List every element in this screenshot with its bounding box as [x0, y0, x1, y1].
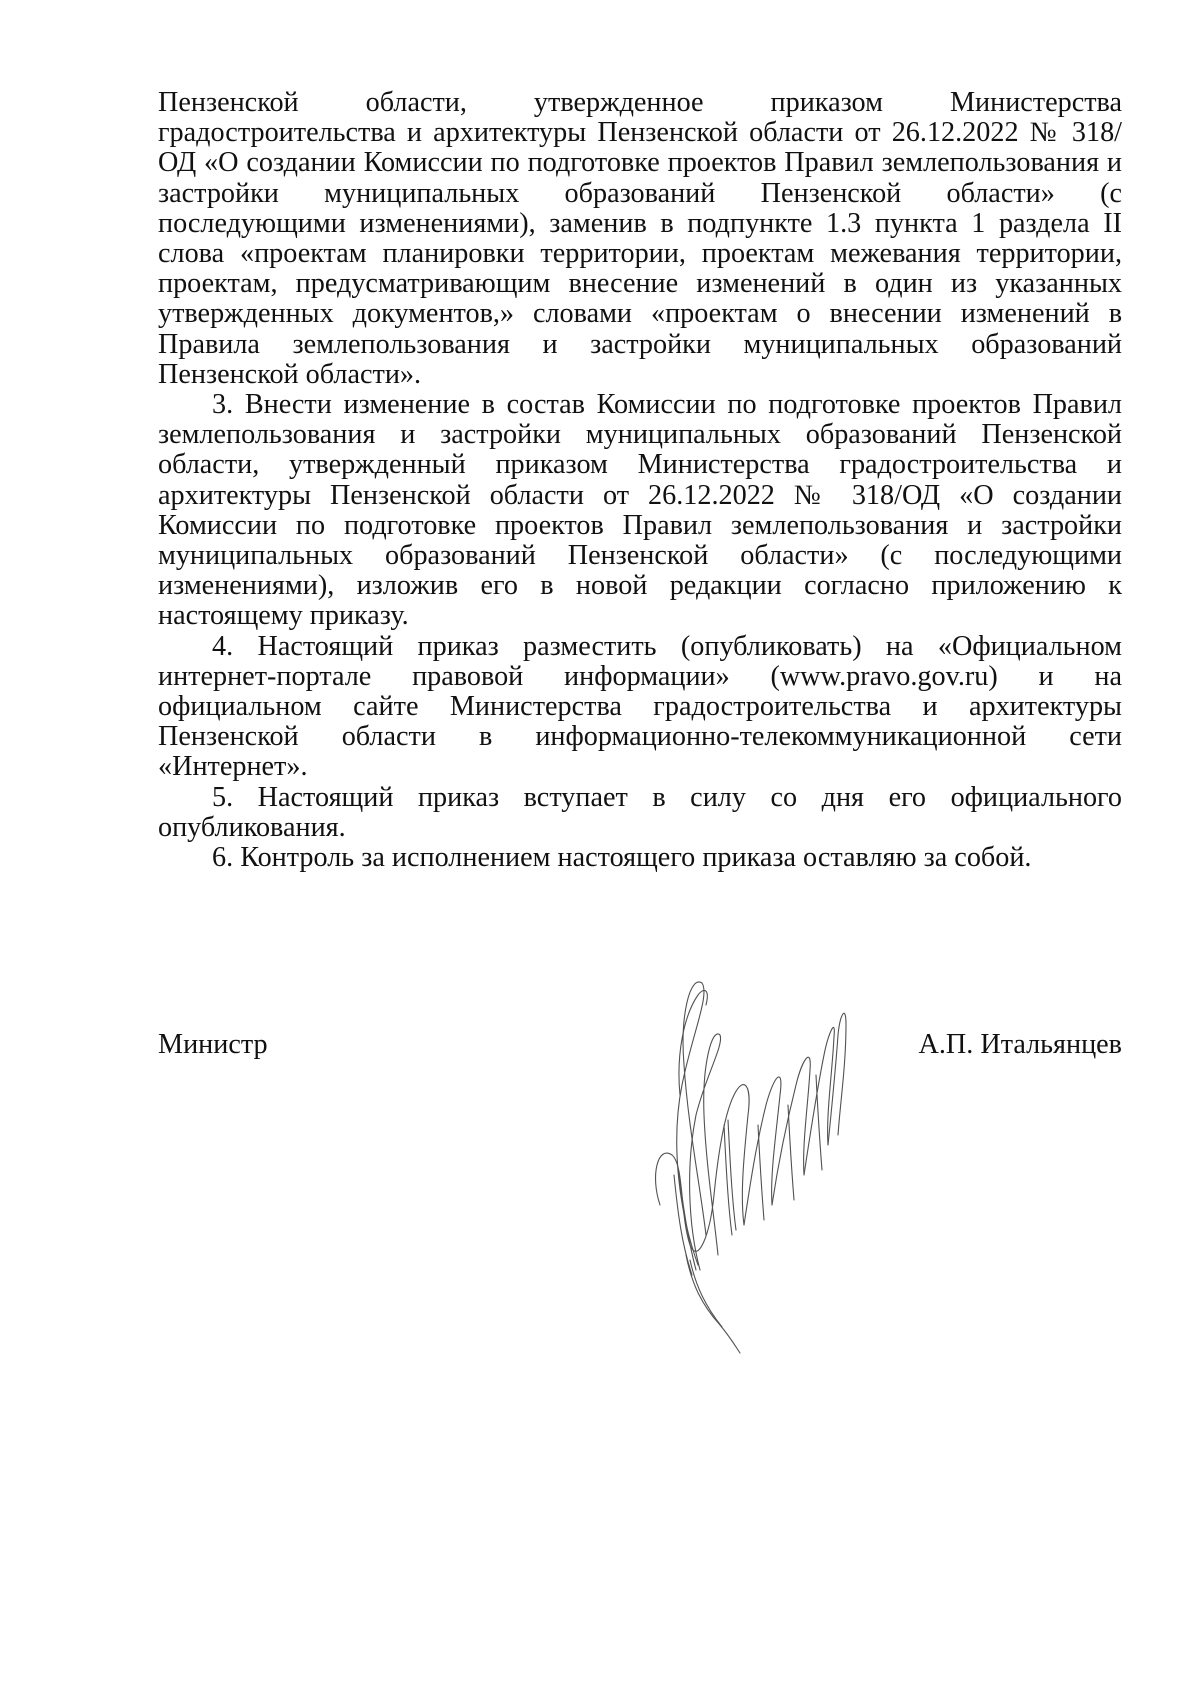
paragraph-item-6: 6. Контроль за исполнением настоящего приказа оставляю за собой.: [212, 842, 1032, 874]
signatory-role: Министр: [158, 1029, 268, 1060]
signatory-name: А.П. Итальянцев: [918, 1029, 1122, 1060]
paragraph-continuation: Пензенской области, утвержденное приказом Министерства градостроительства и архитектуры Пензенской области от 26.12.2022 № 318/ОД «О создании Комиссии по подготовке проектов Правил землепользования и застройки муниципальных образований Пензенской области» (с последующими изменениями), заменив в подпункте 1.3 пункта 1 раздела II слова «проектам планировки территории, проектам межевания территории, проектам, предусматривающим внесение изменений в один из указанных утвержденных документов,» словами «проектам о внесении изменений в Правила землепользования и застройки муниципальных образований Пензенской области».: [158, 87, 1122, 390]
paragraph-item-3: 3. Внести изменение в состав Комиссии по подготовке проектов Правил землепользования и застройки муниципальных образований Пензенской области, утвержденный приказом Министерства градостроительства и архитектуры Пензенской области от 26.12.2022 № 318/ОД «О создании Комиссии по подготовке проектов Правил землепользования и застройки муниципальных образований Пензенской области» (с последующими изменениями), изложив его в новой редакции согласно приложению к настоящему приказу.: [158, 389, 1122, 632]
handwritten-signature-icon: [640, 975, 880, 1355]
document-body: [158, 88, 1122, 873]
paragraph-item-5: 5. Настоящий приказ вступает в силу со дня его официального опубликования.: [158, 781, 1122, 843]
paragraph-item-4: 4. Настоящий приказ разместить (опубликовать) на «Официальном интернет-портале правовой информации» (www.pravo.gov.ru) и на официальном сайте Министерства градостроительства и архитектуры Пензенской области в информационно-телекоммуникационной сети «Интернет».: [158, 630, 1122, 783]
